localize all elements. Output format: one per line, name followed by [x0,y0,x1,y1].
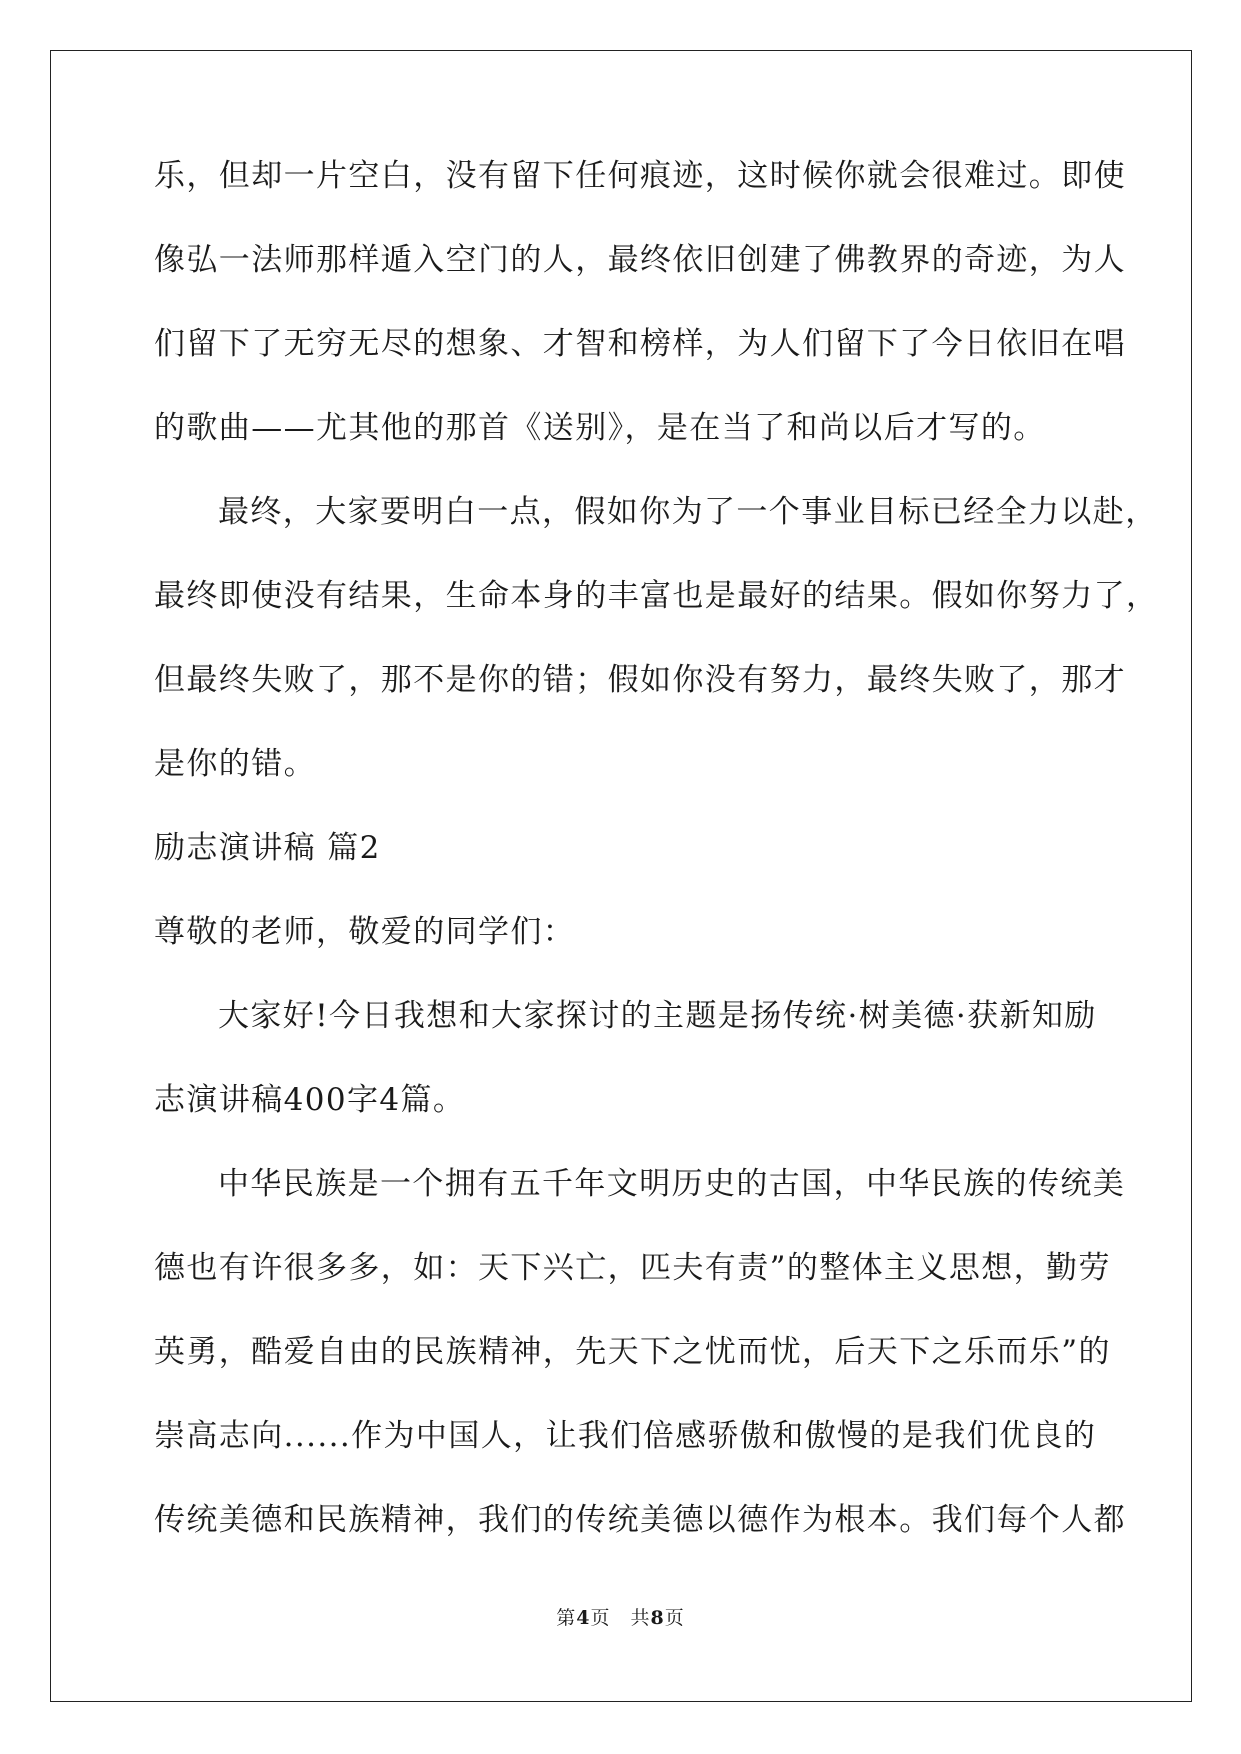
text-line-17: 传统美德和民族精神，我们的传统美德以德作为根本。我们每个人都 [154,1502,1126,1538]
text-line-7: 但最终失败了，那不是你的错；假如你没有努力，最终失败了，那才 [154,662,1126,698]
text-line-2: 像弘一法师那样遁入空门的人，最终依旧创建了佛教界的奇迹，为人 [154,242,1126,278]
text-line-12: 志演讲稿400字4篇。 [154,1082,466,1118]
text-line-8: 是你的错。 [154,746,316,782]
text-line-16: 崇高志向......作为中国人，让我们倍感骄傲和傲慢的是我们优良的 [154,1418,1097,1454]
text-line-15: 英勇，酷爱自由的民族精神，先天下之忧而忧，后天下之乐而乐”的 [154,1334,1111,1370]
section-heading: 励志演讲稿 篇2 [154,830,381,866]
footer-suffix: 页 [664,1607,685,1629]
page-footer [0,1603,1241,1630]
document-body [154,158,1159,1586]
footer-middle: 页 共 [590,1607,651,1629]
text-line-11: 大家好!今日我想和大家探讨的主题是扬传统·树美德·获新知励 [218,998,1097,1034]
text-line-5: 最终，大家要明白一点，假如你为了一个事业目标已经全力以赴， [218,494,1158,530]
salutation: 尊敬的老师，敬爱的同学们： [154,914,576,950]
footer-prefix: 第 [556,1607,577,1629]
total-pages-number: 8 [650,1607,665,1629]
current-page-number: 4 [576,1607,591,1629]
text-line-1: 乐，但却一片空白，没有留下任何痕迹，这时候你就会很难过。即使 [154,158,1126,194]
text-line-13: 中华民族是一个拥有五千年文明历史的古国，中华民族的传统美 [218,1166,1126,1202]
text-line-4: 的歌曲——尤其他的那首《送别》，是在当了和尚以后才写的。 [154,410,1046,446]
text-line-6: 最终即使没有结果，生命本身的丰富也是最好的结果。假如你努力了， [154,578,1159,614]
text-line-3: 们留下了无穷无尽的想象、才智和榜样，为人们留下了今日依旧在唱 [154,326,1126,362]
text-line-14: 德也有许很多多，如：天下兴亡，匹夫有责”的整体主义思想，勤劳 [154,1250,1111,1286]
